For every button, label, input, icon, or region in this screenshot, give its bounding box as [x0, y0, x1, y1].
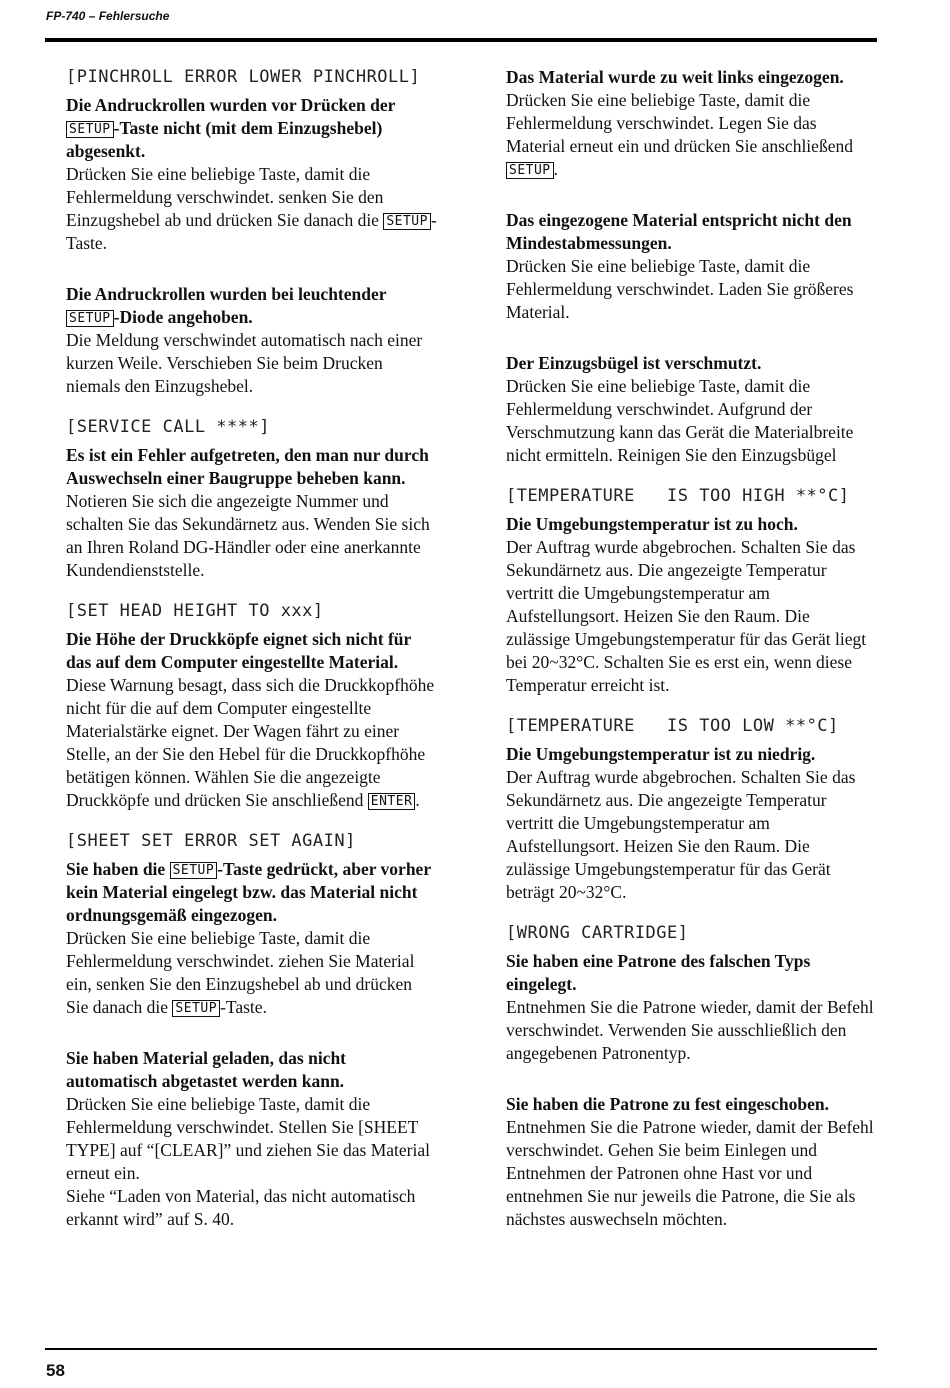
setup-key: SETUP — [170, 862, 218, 879]
left-column — [66, 66, 438, 1231]
cause-block — [506, 209, 878, 324]
error-message: [WRONG CARTRIDGE] — [506, 923, 689, 943]
cause-text: Sie haben die — [66, 859, 170, 879]
remedy-span: -Taste. — [220, 997, 267, 1017]
header-rule — [45, 38, 877, 42]
setup-key: SETUP — [506, 162, 554, 179]
section-temperature-high — [506, 485, 878, 697]
remedy-span: Drücken Sie eine beliebige Taste, damit die Fehlermeldung verschwindet. senken Sie den Einzugshebel ab und drücken Sie danach die — [66, 164, 384, 230]
setup-key: SETUP — [172, 1000, 220, 1017]
cause-heading: Die Umgebungstemperatur ist zu hoch. — [506, 514, 798, 534]
cause-heading: Es ist ein Fehler aufgetreten, den man nur durch Auswechseln einer Baugruppe beheben kann. — [66, 445, 429, 488]
remedy-span: . — [415, 790, 420, 810]
section-temperature-low — [506, 715, 878, 904]
setup-key: SETUP — [66, 310, 114, 327]
cause-text: Die Andruckrollen wurden vor Drücken der — [66, 95, 396, 115]
right-column — [506, 66, 878, 1231]
remedy-text: Notieren Sie sich die angezeigte Nummer und schalten Sie das Sekundärnetz aus. Wenden Sie sich an Ihren Roland DG-Händler oder eine anerkannte Kundendienststelle. — [66, 491, 430, 580]
remedy-span: Diese Warnung besagt, dass sich die Druckkopfhöhe nicht für die auf dem Computer eingestellte Materialstärke eignet. Der Wagen fährt zu einer Stelle, an der Sie den Hebel für die Druckkopfhöhe betätigen können. Wählen Sie die angezeigte Druckköpfe und drücken Sie anschließend — [66, 675, 435, 810]
setup-key: SETUP — [383, 213, 431, 230]
enter-key: ENTER — [368, 793, 416, 810]
cause-heading: Der Einzugsbügel ist verschmutzt. — [506, 353, 762, 373]
cause-heading: Die Höhe der Druckköpfe eignet sich nicht für das auf dem Computer eingestellte Material. — [66, 629, 411, 672]
error-message: [SHEET SET ERROR SET AGAIN] — [66, 831, 356, 851]
remedy-text — [506, 89, 878, 181]
cause-heading — [66, 858, 438, 927]
cause-text: -Taste gedrückt, aber vorher kein Material eingelegt bzw. das Material nicht ordnungsgemäß eingezogen. — [66, 859, 431, 925]
cause-heading — [66, 94, 438, 163]
remedy-text: Entnehmen Sie die Patrone wieder, damit der Befehl verschwindet. Gehen Sie beim Einlegen und Entnehmen der Patronen ohne Hast vor und entnehmen Sie nur jeweils die Patrone, die Sie als nächstes auswechseln möchten. — [506, 1117, 874, 1229]
section-pinchroll-error — [66, 66, 438, 398]
running-header: FP-740 – Fehlersuche — [46, 9, 170, 23]
footer-rule — [45, 1348, 877, 1350]
remedy-text — [66, 163, 438, 255]
remedy-text: Drücken Sie eine beliebige Taste, damit die Fehlermeldung verschwindet. Laden Sie größeres Material. — [506, 256, 854, 322]
remedy-text: Der Auftrag wurde abgebrochen. Schalten Sie das Sekundärnetz aus. Die angezeigte Temperatur vertritt die Umgebungstemperatur am Aufstellungsort. Heizen Sie den Raum. Die zulässige Umgebungstemperatur für das Gerät liegt bei 20~32°C. Schalten Sie es erst ein, wenn diese Temperatur erreicht ist. — [506, 537, 867, 695]
remedy-span: -Taste. — [66, 210, 437, 253]
error-message: [SERVICE CALL ****] — [66, 417, 270, 437]
error-message: [PINCHROLL ERROR LOWER PINCHROLL] — [66, 67, 421, 87]
remedy-text — [66, 927, 438, 1019]
remedy-text: Der Auftrag wurde abgebrochen. Schalten Sie das Sekundärnetz aus. Die angezeigte Temperatur vertritt die Umgebungstemperatur am Aufstellungsort. Heizen Sie den Raum. Die zulässige Umgebungstemperatur für das Gerät beträgt 20~32°C. — [506, 767, 856, 902]
remedy-text: Die Meldung verschwindet automatisch nach einer kurzen Weile. Verschieben Sie beim Drucken niemals den Einzugshebel. — [66, 330, 423, 396]
cause-text: -Diode angehoben. — [113, 307, 253, 327]
section-sheet-set-error — [66, 830, 438, 1231]
page-number: 58 — [46, 1361, 65, 1380]
cross-reference: Siehe “Laden von Material, das nicht automatisch erkannt wird” auf S. 40. — [66, 1186, 416, 1229]
error-message: [TEMPERATURE IS TOO LOW **°C] — [506, 716, 839, 736]
remedy-text — [66, 674, 438, 812]
cause-block — [66, 1047, 438, 1231]
remedy-span: Drücken Sie eine beliebige Taste, damit die Fehlermeldung verschwindet. Legen Sie das Material erneut ein und drücken Sie anschließend — [506, 90, 853, 156]
remedy-span: Drücken Sie eine beliebige Taste, damit die Fehlermeldung verschwindet. ziehen Sie Material ein, senken Sie den Einzugshebel ab und drücken Sie danach die — [66, 928, 415, 1017]
cause-heading: Sie haben eine Patrone des falschen Typs eingelegt. — [506, 951, 811, 994]
cause-heading — [66, 283, 438, 329]
cause-text: -Taste nicht (mit dem Einzugshebel) abgesenkt. — [66, 118, 383, 161]
section-wrong-cartridge — [506, 922, 878, 1231]
section-sheet-set-error-continued — [506, 66, 878, 467]
section-service-call — [66, 416, 438, 582]
cause-block — [66, 283, 438, 398]
remedy-text: Entnehmen Sie die Patrone wieder, damit der Befehl verschwindet. Verwenden Sie ausschließlich den angegebenen Patronentyp. — [506, 997, 874, 1063]
cause-text: Die Andruckrollen wurden bei leuchtender — [66, 284, 387, 304]
remedy-text: Drücken Sie eine beliebige Taste, damit die Fehlermeldung verschwindet. Stellen Sie [SHEET TYPE] auf “[CLEAR]” und ziehen Sie das Material erneut ein. — [66, 1094, 430, 1183]
cause-heading: Sie haben Material geladen, das nicht automatisch abgetastet werden kann. — [66, 1048, 347, 1091]
error-message: [SET HEAD HEIGHT TO xxx] — [66, 601, 324, 621]
cause-heading: Die Umgebungstemperatur ist zu niedrig. — [506, 744, 816, 764]
setup-key: SETUP — [66, 121, 114, 138]
section-set-head-height — [66, 600, 438, 812]
error-message: [TEMPERATURE IS TOO HIGH **°C] — [506, 486, 850, 506]
cause-heading: Das Material wurde zu weit links eingezogen. — [506, 67, 844, 87]
cause-block — [506, 352, 878, 467]
cause-block — [506, 1093, 878, 1231]
cause-heading: Das eingezogene Material entspricht nicht den Mindestabmessungen. — [506, 210, 852, 253]
cause-heading: Sie haben die Patrone zu fest eingeschoben. — [506, 1094, 829, 1114]
remedy-span: . — [553, 159, 559, 179]
remedy-text: Drücken Sie eine beliebige Taste, damit die Fehlermeldung verschwindet. Aufgrund der Verschmutzung kann das Gerät die Materialbreite nicht ermitteln. Reinigen Sie den Einzugsbügel — [506, 376, 854, 465]
